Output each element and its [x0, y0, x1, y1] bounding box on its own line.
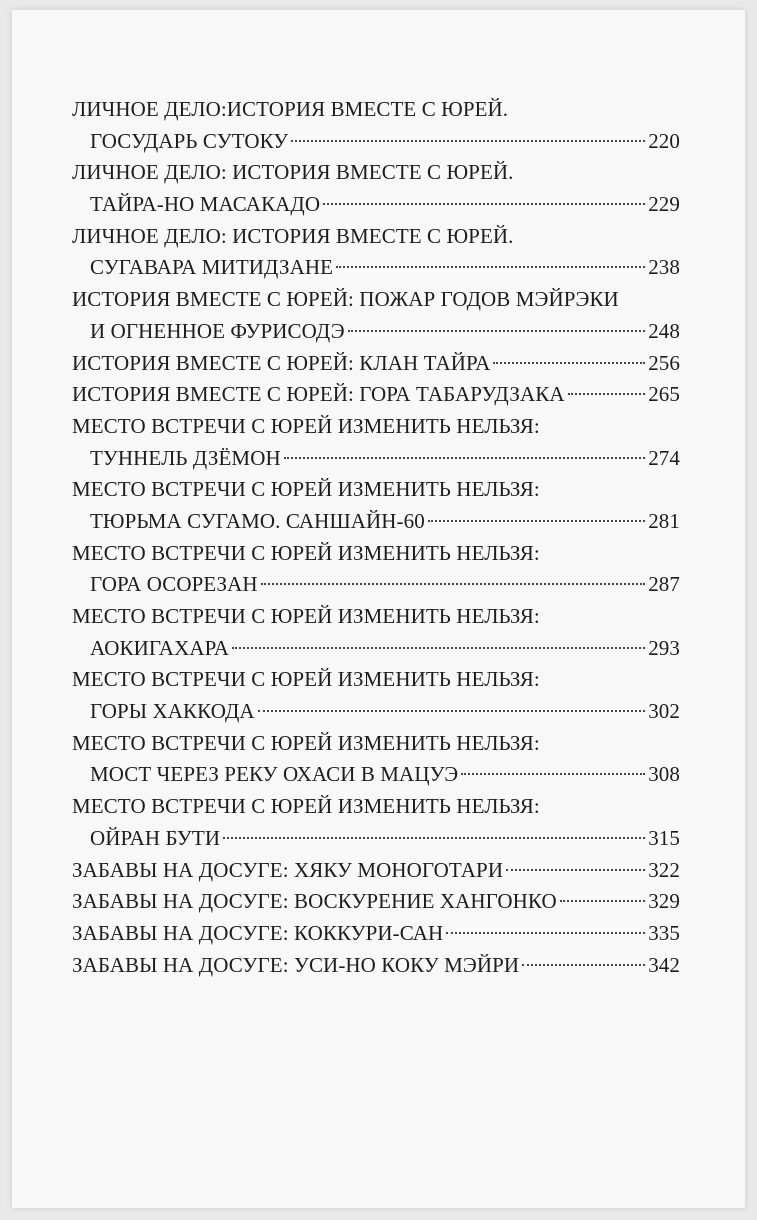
toc-entry-continuation-line [72, 252, 680, 284]
toc-entry-text: ЗАБАВЫ НА ДОСУГЕ: КОККУРИ-САН [72, 920, 444, 945]
table-of-contents [72, 94, 680, 981]
toc-page-number: 220 [648, 128, 680, 153]
toc-entry-title-line [72, 411, 680, 443]
toc-entry-text: ЛИЧНОЕ ДЕЛО:ИСТОРИЯ ВМЕСТЕ С ЮРЕЙ. [72, 97, 509, 121]
toc-page-number: 287 [648, 572, 680, 597]
dot-leader [336, 266, 645, 268]
toc-page-number: 342 [648, 952, 680, 977]
toc-entry-title-line [72, 791, 680, 823]
toc-entry-title-line [72, 221, 680, 253]
toc-entry-text: ЗАБАВЫ НА ДОСУГЕ: УСИ-НО КОКУ МЭЙРИ [72, 952, 520, 977]
toc-entry-text: ТУННЕЛЬ ДЗЁМОН [90, 445, 281, 470]
toc-entry-text: ГОРА ОСОРЕЗАН [90, 572, 258, 597]
toc-entry-title-line [72, 157, 680, 189]
dot-leader [291, 140, 645, 142]
toc-entry [72, 664, 680, 727]
toc-entry-title-line [72, 94, 680, 126]
toc-page-number: 308 [648, 762, 680, 787]
toc-entry-text: МОСТ ЧЕРЕЗ РЕКУ ОХАСИ В МАЦУЭ [90, 762, 459, 787]
toc-page-number: 238 [648, 255, 680, 280]
toc-entry [72, 728, 680, 791]
toc-page-number: 329 [648, 889, 680, 914]
toc-entry [72, 411, 680, 474]
dot-leader [284, 457, 645, 459]
toc-entry-text: ЗАБАВЫ НА ДОСУГЕ: ВОСКУРЕНИЕ ХАНГОНКО [72, 889, 557, 914]
toc-entry-title-line [72, 886, 680, 918]
toc-entry [72, 601, 680, 664]
toc-entry-text: АОКИГАХАРА [90, 635, 229, 660]
toc-entry-continuation-line [72, 759, 680, 791]
toc-entry-title-line [72, 918, 680, 950]
toc-entry-continuation-line [72, 126, 680, 158]
toc-page-number: 281 [648, 508, 680, 533]
dot-leader [348, 330, 645, 332]
toc-entry [72, 284, 680, 347]
dot-leader [428, 520, 645, 522]
toc-entry-text: ОЙРАН БУТИ [90, 825, 221, 850]
dot-leader [261, 583, 645, 585]
toc-page-number: 256 [648, 350, 680, 375]
dot-leader [232, 647, 645, 649]
toc-entry-text: МЕСТО ВСТРЕЧИ С ЮРЕЙ ИЗМЕНИТЬ НЕЛЬЗЯ: [72, 667, 540, 692]
toc-page-number: 229 [648, 192, 680, 217]
toc-entry-title-line [72, 284, 680, 316]
toc-entry-title-line [72, 950, 680, 982]
toc-page-number: 315 [648, 825, 680, 850]
toc-page-number: 274 [648, 445, 680, 470]
toc-entry [72, 221, 680, 284]
toc-entry-text: СУГАВАРА МИТИДЗАНЕ [90, 255, 334, 280]
book-page [12, 10, 745, 1208]
dot-leader [506, 869, 645, 871]
toc-entry-title-line [72, 664, 680, 696]
toc-entry-text: МЕСТО ВСТРЕЧИ С ЮРЕЙ ИЗМЕНИТЬ НЕЛЬЗЯ: [72, 604, 540, 628]
dot-leader [560, 900, 645, 902]
toc-entry-continuation-line [72, 569, 680, 601]
toc-page-number: 335 [648, 920, 680, 945]
toc-entry-continuation-line [72, 506, 680, 538]
toc-entry [72, 791, 680, 854]
toc-entry-text: И ОГНЕННОЕ ФУРИСОДЭ [90, 318, 345, 343]
toc-entry-continuation-line [72, 316, 680, 348]
toc-entry-text: ЛИЧНОЕ ДЕЛО: ИСТОРИЯ ВМЕСТЕ С ЮРЕЙ. [72, 160, 514, 185]
toc-entry-text: МЕСТО ВСТРЕЧИ С ЮРЕЙ ИЗМЕНИТЬ НЕЛЬЗЯ: [72, 730, 540, 755]
toc-entry-continuation-line [72, 443, 680, 475]
toc-entry-continuation-line [72, 823, 680, 855]
toc-entry [72, 918, 680, 950]
toc-entry [72, 474, 680, 537]
toc-entry-title-line [72, 379, 680, 411]
toc-entry [72, 348, 680, 380]
toc-entry-text: ГОРЫ ХАККОДА [90, 699, 255, 724]
dot-leader [493, 362, 645, 364]
toc-entry [72, 950, 680, 982]
toc-entry-text: МЕСТО ВСТРЕЧИ С ЮРЕЙ ИЗМЕНИТЬ НЕЛЬЗЯ: [72, 540, 540, 565]
toc-entry-text: ИСТОРИЯ ВМЕСТЕ С ЮРЕЙ: ПОЖАР ГОДОВ МЭЙРЭКИ [72, 287, 619, 312]
toc-entry-continuation-line [72, 633, 680, 665]
toc-entry-title-line [72, 601, 680, 633]
toc-page-number: 293 [648, 635, 680, 660]
toc-entry-continuation-line [72, 696, 680, 728]
toc-entry [72, 94, 680, 157]
toc-entry-text: ГОСУДАРЬ СУТОКУ [90, 128, 289, 153]
toc-entry-text: МЕСТО ВСТРЕЧИ С ЮРЕЙ ИЗМЕНИТЬ НЕЛЬЗЯ: [72, 477, 540, 502]
toc-page-number: 302 [648, 699, 680, 724]
toc-entry-text: ТАЙРА-НО МАСАКАДО [90, 192, 321, 217]
toc-page-number: 248 [648, 318, 680, 343]
dot-leader [258, 710, 646, 712]
toc-entry [72, 855, 680, 887]
toc-entry-title-line [72, 348, 680, 380]
toc-entry-text: ЛИЧНОЕ ДЕЛО: ИСТОРИЯ ВМЕСТЕ С ЮРЕЙ. [72, 223, 514, 248]
toc-entry [72, 538, 680, 601]
toc-entry [72, 886, 680, 918]
toc-entry-text: ЗАБАВЫ НА ДОСУГЕ: ХЯКУ МОНОГОТАРИ [72, 857, 504, 882]
dot-leader [223, 837, 645, 839]
dot-leader [568, 393, 646, 395]
toc-entry-text: ИСТОРИЯ ВМЕСТЕ С ЮРЕЙ: КЛАН ТАЙРА [72, 350, 491, 375]
toc-entry [72, 157, 680, 220]
toc-page-number: 322 [648, 857, 680, 882]
toc-entry-text: МЕСТО ВСТРЕЧИ С ЮРЕЙ ИЗМЕНИТЬ НЕЛЬЗЯ: [72, 413, 540, 438]
toc-entry-continuation-line [72, 189, 680, 221]
dot-leader [323, 203, 645, 205]
toc-entry-title-line [72, 538, 680, 570]
toc-entry-title-line [72, 855, 680, 887]
toc-entry [72, 379, 680, 411]
dot-leader [446, 932, 645, 934]
toc-entry-title-line [72, 474, 680, 506]
toc-entry-text: ИСТОРИЯ ВМЕСТЕ С ЮРЕЙ: ГОРА ТАБАРУДЗАКА [72, 382, 565, 407]
dot-leader [461, 773, 645, 775]
toc-entry-title-line [72, 728, 680, 760]
toc-entry-text: ТЮРЬМА СУГАМО. САНШАЙН-60 [90, 508, 425, 533]
toc-page-number: 265 [648, 382, 680, 407]
dot-leader [522, 964, 645, 966]
toc-entry-text: МЕСТО ВСТРЕЧИ С ЮРЕЙ ИЗМЕНИТЬ НЕЛЬЗЯ: [72, 794, 540, 819]
